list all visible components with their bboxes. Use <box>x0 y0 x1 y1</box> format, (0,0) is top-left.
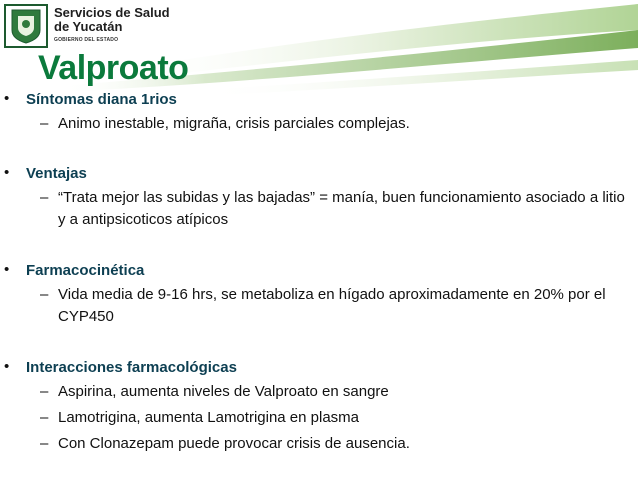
sub-item-interaction-aspirin: Aspirina, aumenta niveles de Valproato en sangre <box>58 383 389 400</box>
bullet-marker: • <box>4 358 10 375</box>
slide-title: Valproato <box>38 49 189 87</box>
bullet-marker: • <box>4 90 10 107</box>
organization-name <box>54 6 170 43</box>
section-heading-interactions: Interacciones farmacológicas <box>26 359 237 376</box>
bullet-marker: • <box>4 164 10 181</box>
org-line-1: Servicios de Salud <box>54 5 170 20</box>
sub-bullet-dash: – <box>40 115 49 132</box>
org-subtitle: GOBIERNO DEL ESTADO <box>54 37 119 43</box>
sub-bullet-dash: – <box>40 286 49 303</box>
sub-bullet-dash: – <box>40 435 49 452</box>
sub-bullet-dash: – <box>40 383 49 400</box>
sub-item-interaction-clonazepam: Con Clonazepam puede provocar crisis de ausencia. <box>58 435 410 452</box>
sub-item-advantages: “Trata mejor las subidas y las bajadas” = manía, buen funcionamiento asociado a litio y a antipsicoticos atípicos <box>58 189 625 228</box>
state-seal-logo <box>4 4 48 48</box>
section-heading-pharmacokinetics: Farmacocinética <box>26 262 145 279</box>
sub-bullet-dash: – <box>40 409 49 426</box>
bullet-marker: • <box>4 261 10 278</box>
slide-header <box>0 0 638 100</box>
sub-item-interaction-lamotrigine: Lamotrigina, aumenta Lamotrigina en plasma <box>58 409 360 426</box>
sub-bullet-dash: – <box>40 189 49 206</box>
sub-item-target-symptoms: Animo inestable, migraña, crisis parciales complejas. <box>58 115 410 132</box>
sub-item-pharmacokinetics: Vida media de 9-16 hrs, se metaboliza en hígado aproximadamente en 20% por el CYP450 <box>58 286 606 325</box>
org-line-2: de Yucatán <box>54 19 123 34</box>
section-heading-advantages: Ventajas <box>26 165 87 182</box>
section-heading-target-symptoms: Síntomas diana 1rios <box>26 91 177 108</box>
